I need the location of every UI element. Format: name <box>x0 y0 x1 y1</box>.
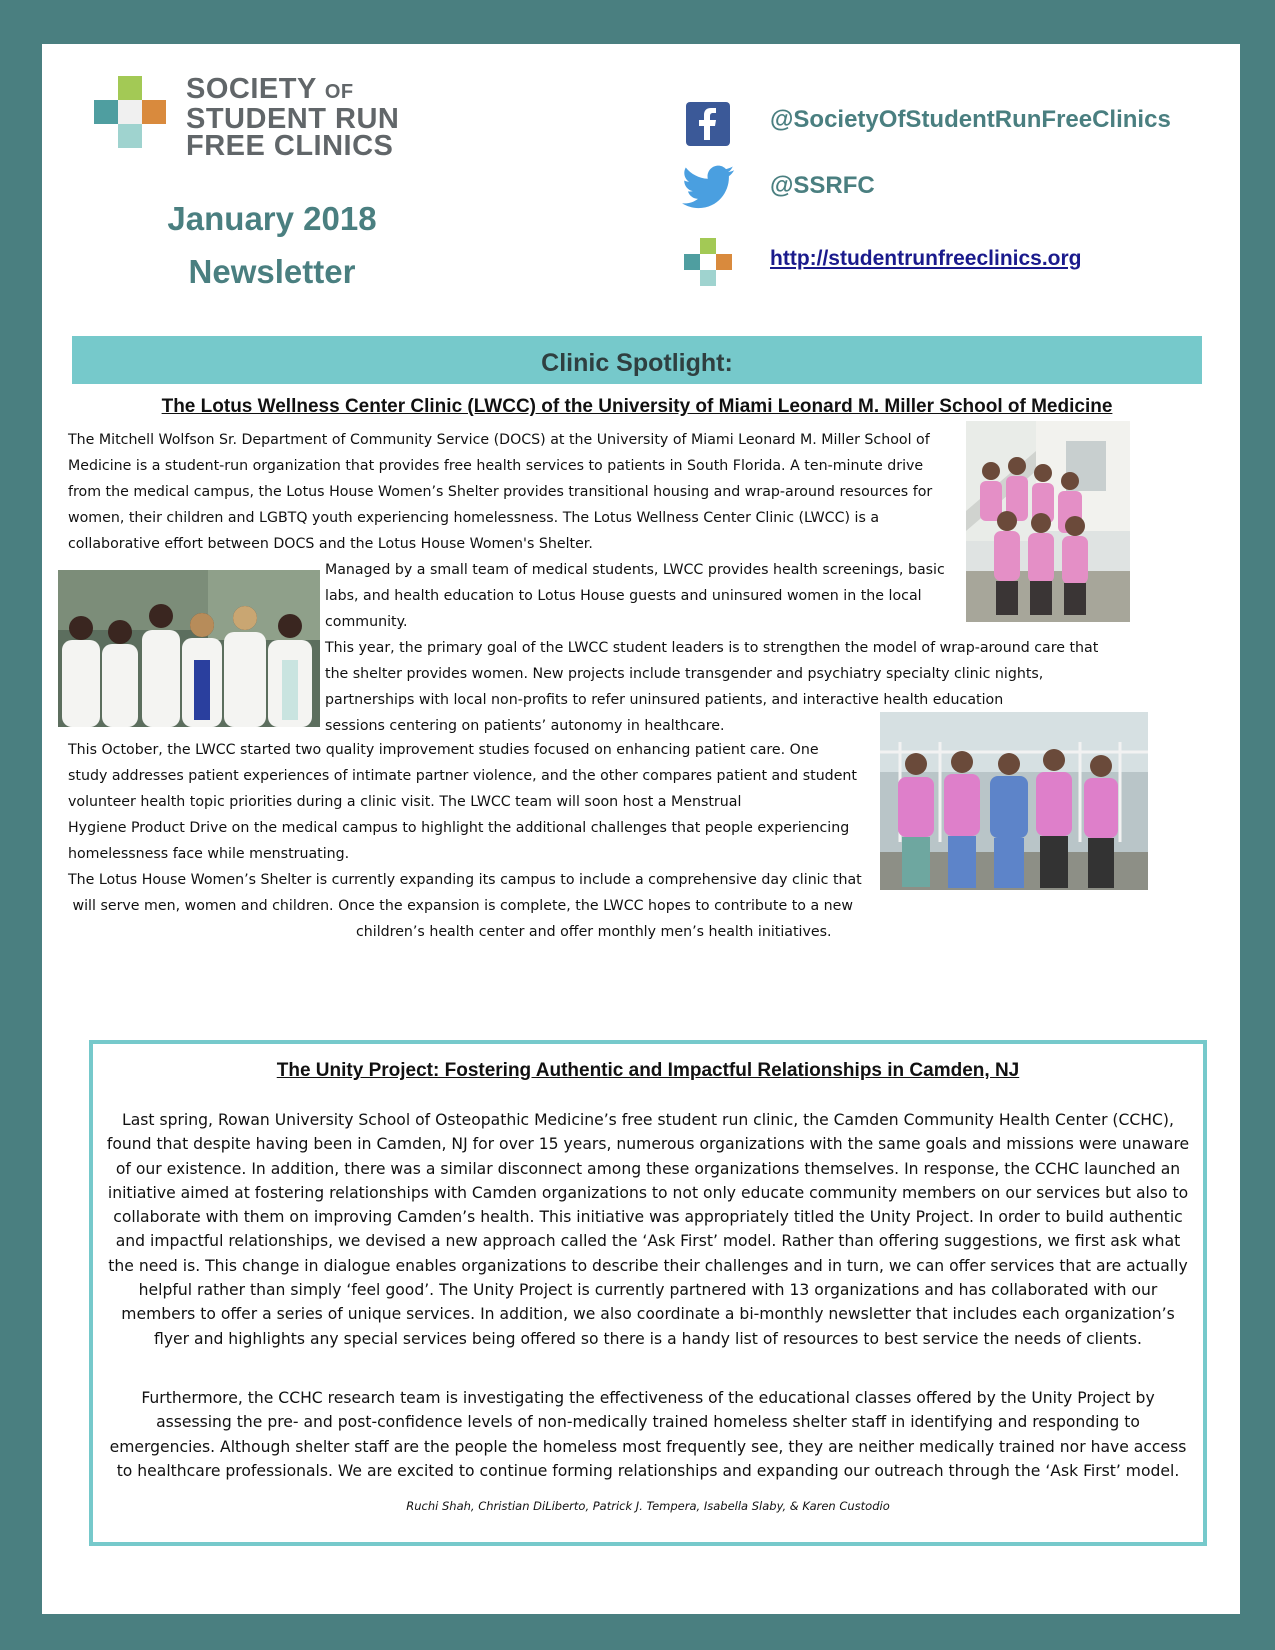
ssrfc-logo-mark-icon <box>94 76 174 156</box>
facebook-handle[interactable]: @SocietyOfStudentRunFreeClinics <box>770 106 1171 133</box>
text-line: children’s health center and offer monthly men’s health initiatives. <box>356 924 832 940</box>
text-line: will serve men, women and children. Once the expansion is complete, the LWCC hopes to contribute to a new <box>68 898 853 914</box>
logo-line3: FREE CLINICS <box>186 130 394 162</box>
text-line: community. <box>325 614 408 630</box>
logo-line1-suffix: OF <box>324 81 354 103</box>
text-line: sessions centering on patients’ autonomy in healthcare. <box>325 718 725 734</box>
spotlight-article-title: The Lotus Wellness Center Clinic (LWCC) of the University of Miami Leonard M. Miller School of Medicine <box>161 396 1113 417</box>
text-line: The Mitchell Wolfson Sr. Department of Community Service (DOCS) at the University of Miami Leonard M. Miller School of <box>68 432 930 448</box>
ssrfc-small-logo-icon[interactable] <box>680 236 736 288</box>
logo-line2: STUDENT RUN <box>186 103 400 135</box>
text-line: Managed by a small team of medical students, LWCC provides health screenings, basic <box>325 562 945 578</box>
facebook-icon[interactable] <box>680 98 736 150</box>
text-line: partnerships with local non-profits to refer uninsured patients, and interactive health education <box>325 692 1004 708</box>
text-line: the shelter provides women. New projects include transgender and psychiatry specialty clinic nights, <box>325 666 1044 682</box>
website-row[interactable] <box>680 236 1082 288</box>
logo-line1: SOCIETY <box>186 73 317 105</box>
text-line: from the medical campus, the Lotus House Women’s Shelter provides transitional housing and wrap-around resources for <box>68 484 933 500</box>
lwcc-scrubs-photo <box>880 712 1148 890</box>
text-line: volunteer health topic priorities during a clinic visit. The LWCC team will soon host a Menstrual <box>68 794 742 810</box>
facebook-row[interactable] <box>680 98 1171 150</box>
text-line: The Lotus House Women’s Shelter is currently expanding its campus to include a comprehensive day clinic that <box>68 872 862 888</box>
unity-paragraph-2: Furthermore, the CCHC research team is investigating the effectiveness of the educational classes offered by the Unity Project by assessing the pre- and post-confidence levels of non-medically trained homeless shelter staff in identifying and responding to emergencies. Although shelter staff are the people the homeless most frequently see, they are neither medically trained nor have access to healthcare professionals. We are excited to continue forming relationships and expanding our outreach through the ‘Ask First’ model. <box>109 1389 1187 1480</box>
issue-label: Newsletter <box>188 253 356 290</box>
ssrfc-logo <box>94 73 454 166</box>
twitter-row[interactable] <box>680 162 875 214</box>
unity-project-title: The Unity Project: Fostering Authentic and Impactful Relationships in Camden, NJ <box>276 1060 1020 1081</box>
text-line: Hygiene Product Drive on the medical campus to highlight the additional challenges that people experiencing <box>68 820 850 836</box>
unity-paragraph-1: Last spring, Rowan University School of Osteopathic Medicine’s free student run clinic, the Camden Community Health Center (CCHC), found that despite having been in Camden, NJ for over 15 years, numerous organizations with the same goals and missions were unaware of our existence. In addition, there was a similar disconnect among these organizations themselves. In response, the CCHC launched an initiative aimed at fostering relationships with Camden organizations to not only educate community members on our services but also to collaborate with them on improving Camden’s health. This initiative was appropriately titled the Unity Project. In order to build authentic and impactful relationships, we devised a new approach called the ‘Ask First’ model. Rather than offering suggestions, we first ask what the need is. This change in dialogue enables organizations to describe their challenges and in turn, we can offer services that are actually helpful rather than simply ‘feel good’. The Unity Project is currently partnered with 13 organizations and has collaborated with our members to offer a series of unique services. In addition, we also coordinate a bi-monthly newsletter that includes each organization’s flyer and highlights any special services being offered so there is a handy list of resources to best service the needs of clients. <box>106 1111 1190 1348</box>
clinic-spotlight-banner: Clinic Spotlight: <box>72 336 1202 384</box>
spotlight-paragraph-3 <box>68 737 888 945</box>
unity-authors: Ruchi Shah, Christian DiLiberto, Patrick J. Tempera, Isabella Slaby, & Karen Custodio <box>406 1499 890 1513</box>
twitter-icon[interactable] <box>680 162 736 214</box>
text-line: Medicine is a student-run organization that provides free health services to patients in South Florida. A ten-minute drive <box>68 458 924 474</box>
text-line: labs, and health education to Lotus House guests and uninsured women in the local <box>325 588 922 604</box>
unity-project-box <box>89 1040 1207 1546</box>
website-link[interactable]: http://studentrunfreeclinics.org <box>770 247 1082 270</box>
lwcc-white-coat-photo <box>58 570 320 727</box>
text-line: This year, the primary goal of the LWCC student leaders is to strengthen the model of wrap-around care that <box>325 640 1099 656</box>
text-line: This October, the LWCC started two quality improvement studies focused on enhancing patient care. One <box>68 742 819 758</box>
issue-title <box>102 192 442 298</box>
twitter-handle[interactable]: @SSRFC <box>770 172 875 199</box>
text-line: study addresses patient experiences of intimate partner violence, and the other compares patient and student <box>68 768 857 784</box>
ssrfc-logo-wordmark <box>186 73 400 162</box>
text-line: collaborative effort between DOCS and the Lotus House Women's Shelter. <box>68 536 593 552</box>
lwcc-group-photo-steps <box>966 421 1130 622</box>
text-line: women, their children and LGBTQ youth experiencing homelessness. The Lotus Wellness Center Clinic (LWCC) is a <box>68 510 880 526</box>
text-line: homelessness face while menstruating. <box>68 846 350 862</box>
spotlight-paragraph-1 <box>68 427 968 557</box>
issue-month: January 2018 <box>167 200 377 237</box>
newsletter-page <box>42 44 1240 1614</box>
